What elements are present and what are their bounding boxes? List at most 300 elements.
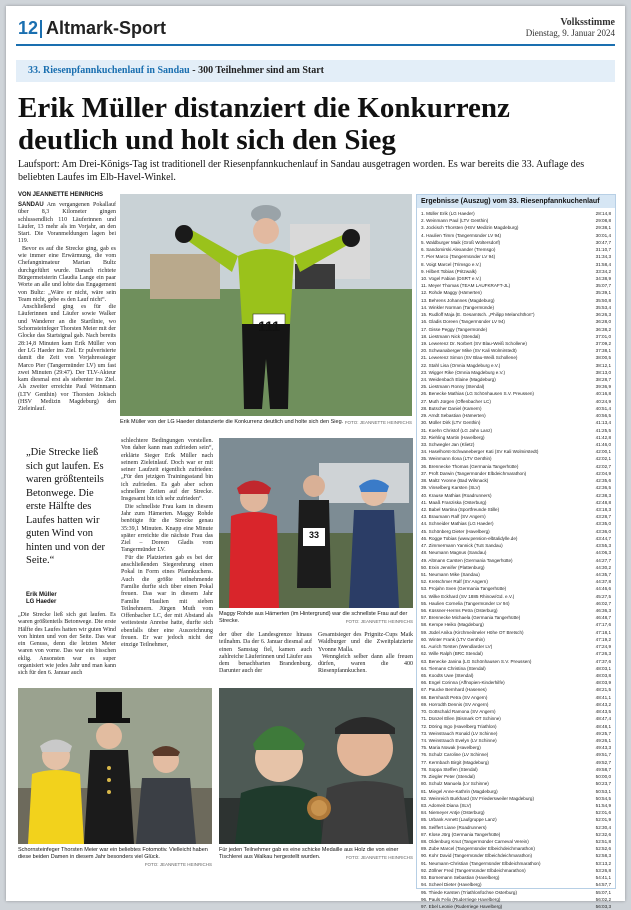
result-time: 43:36,0 bbox=[595, 528, 611, 534]
result-time: 33:34,2 bbox=[595, 268, 611, 274]
result-name: 93. Bornemann Sebastian (Havelberg) bbox=[421, 875, 500, 881]
result-time: 36:28,0 bbox=[595, 319, 611, 325]
result-time: 52:51,8 bbox=[595, 839, 611, 845]
result-row bbox=[421, 881, 611, 888]
publication-name: Volksstimme bbox=[560, 17, 615, 28]
result-row bbox=[421, 217, 611, 224]
result-name: 4. Haulien Timm (Tangermünder LV 94) bbox=[421, 232, 502, 238]
article-column-1-continued bbox=[18, 612, 116, 677]
result-name: 61. Aurich Torsten (Wendlarder LV) bbox=[421, 644, 493, 650]
result-time: 47:18,1 bbox=[595, 629, 611, 635]
result-name: 1. Müller Erik (LG Haeder) bbox=[421, 211, 475, 216]
result-row bbox=[421, 824, 611, 831]
result-name: 80. Schulz Manuela (LV Schinne) bbox=[421, 781, 489, 787]
result-row bbox=[421, 398, 611, 405]
result-name: 89. Zube Marcel (Tangermünder Elbeichdeichmarathon) bbox=[421, 846, 535, 852]
result-row bbox=[421, 297, 611, 304]
result-row bbox=[421, 412, 611, 419]
result-row bbox=[421, 427, 611, 434]
result-name: 38. Maltz Yvonne (Bad Wilsnack) bbox=[421, 478, 489, 484]
result-time: 31:34,3 bbox=[595, 254, 611, 260]
result-name: 24. Weidenbach Elaine (Magdeburg) bbox=[421, 377, 496, 383]
main-photo bbox=[120, 194, 412, 416]
result-time: 42:04,9 bbox=[595, 470, 611, 476]
result-time: 55:07,1 bbox=[595, 889, 611, 895]
result-name: 51. Neumann Mike (Sandau) bbox=[421, 571, 480, 577]
result-time: 44:30,2 bbox=[595, 564, 611, 570]
body-paragraph: Wenngleich selber dann alle freuen dürfen, waren die 400 Riesenpfannkuchen. bbox=[318, 653, 413, 675]
result-name: 39. Vinselberg Karsten (SLV) bbox=[421, 485, 481, 491]
third-photo bbox=[18, 688, 212, 844]
result-name: 7. Pier Marco (Tangermünder LV 94) bbox=[421, 254, 496, 260]
result-name: 64. Tiemann Christina (Stendal) bbox=[421, 665, 486, 671]
result-name: 92. Zöllner Fred (Tangermünder Elbdeichmarathon) bbox=[421, 867, 526, 873]
result-time: 56:02,2 bbox=[595, 896, 611, 902]
result-time: 48:41,1 bbox=[595, 694, 611, 700]
result-time: 28:14,8 bbox=[595, 211, 611, 216]
result-time: 49:43,3 bbox=[595, 745, 611, 751]
photo-credit: FOTO: JEANNETTE HEINRICHS bbox=[345, 855, 413, 860]
result-name: 17. Gisse Peggy (Tangermünde) bbox=[421, 326, 488, 332]
result-time: 43:44,7 bbox=[595, 535, 611, 541]
result-time: 46:48,7 bbox=[595, 615, 611, 621]
result-row bbox=[421, 766, 611, 773]
result-time: 48:43,2 bbox=[595, 701, 611, 707]
result-row bbox=[421, 268, 611, 275]
result-time: 38:00,5 bbox=[595, 355, 611, 361]
result-name: 19. Lewerenz Dr. Norbert (SV Blau-Weiß Schollene) bbox=[421, 340, 527, 346]
women-runners-illustration bbox=[219, 438, 413, 608]
second-photo-caption bbox=[219, 611, 413, 625]
result-name: 41. Maaß Franziska (Osterburg) bbox=[421, 499, 487, 505]
result-time: 48:43,5 bbox=[595, 709, 611, 715]
quote-author-name: Erik Müller bbox=[26, 592, 57, 598]
result-time: 52:01,6 bbox=[595, 810, 611, 816]
result-row bbox=[421, 715, 611, 722]
result-row bbox=[421, 441, 611, 448]
result-name: 30. Müller Dirk (LTV Genthin) bbox=[421, 420, 481, 426]
result-name: 57. Brennecke Michaela (Germania Tangerhütte) bbox=[421, 615, 521, 621]
result-time: 52:52,6 bbox=[595, 846, 611, 852]
result-name: 46. Rogge Tobias (www.pension-elbtalidylle.de) bbox=[421, 535, 518, 541]
result-row bbox=[421, 513, 611, 520]
bib-number: 111 bbox=[258, 318, 280, 334]
result-row bbox=[421, 629, 611, 636]
result-row bbox=[421, 318, 611, 325]
result-time: 44:35,7 bbox=[595, 571, 611, 577]
caption-text: Erik Müller von der LG Haeder distanzierte die Konkurrenz deutlich und holte sich den Sieg. bbox=[120, 419, 344, 425]
result-row bbox=[421, 506, 611, 513]
result-row bbox=[421, 737, 611, 744]
body-paragraph: schlechtere Bedingungen vorstellen. Von daher kann man zufrieden sein“, erklärte Sieger Erik Müller nach seinem Zieleinlauf. Doch war er mit seiner Laufzeit eigentlich zufrieden: „Für den jetzigen Trainingsstand bin ich zufrieden. Es gab aber schon schnellere Zeiten auf der Strecke. Insgesamt bin ich sehr zufrieden“. bbox=[121, 438, 213, 503]
result-row bbox=[421, 419, 611, 426]
result-name: 2. Weinmann Paul (LTV Genthin) bbox=[421, 218, 489, 224]
result-time: 40:56,5 bbox=[595, 413, 611, 419]
body-paragraph: Für die Platzierten gab es bei der anschließenden Siegerehrung einen Pokal in Form eines Pfannkuchens. Auch die größte teilnehmende Familie durfte sich über einen Pokal freuen. Das war in diesem Jahr Familie Haulien mit sieben Teilnehmern. Jürgen Muth vom Offenbacher LC, der mit Abstand als weitesteste Anreise hatte, durfte sich ebenfalls über eine Auszeichnung freuen. Er war jedoch nicht der einzige Teilnehmer, bbox=[121, 554, 213, 649]
lead-paragraph: Laufsport: Am Drei-Königs-Tag ist traditionell der Riesenpfannkuchenlauf in Sandau ausgetragen worden. Es war bereits die 33. Auflage des beliebten Laufes im Elb-Havel-Winkel. bbox=[18, 159, 585, 183]
article-column-3 bbox=[219, 632, 312, 680]
result-row bbox=[421, 289, 611, 296]
result-row bbox=[421, 463, 611, 470]
result-row bbox=[421, 405, 611, 412]
result-row bbox=[421, 311, 611, 318]
result-time: 42:02,7 bbox=[595, 463, 611, 469]
publication-info bbox=[526, 17, 615, 39]
result-name: 12. Rohde Maggy (Hämerten) bbox=[421, 290, 482, 296]
photo-credit: FOTO: JEANNETTE HEINRICHS bbox=[344, 420, 412, 425]
body-paragraph: „Die Strecke ließ sich gut laufen. Es waren größtenteils Betonwege. Die erste Hälfte des Laufes hatten wir guten Wind von hinten und von der Seite. Das war ein Genuss, denn die letzten Meter waren von vorne. Das war ein bisschen eklig. Ansonsten war es super organisiert wie jedes Jahr und man kann sich für den 6. Januar auch bbox=[18, 612, 116, 677]
result-name: 26. Benecke Mathias (LG Schönhausen S.V. Preussen) bbox=[421, 391, 534, 397]
result-row bbox=[421, 723, 611, 730]
result-row bbox=[421, 867, 611, 874]
result-row bbox=[421, 809, 611, 816]
result-time: 45:27,5 bbox=[595, 593, 611, 599]
result-time: 51:54,9 bbox=[595, 802, 611, 808]
result-time: 43:35,0 bbox=[595, 521, 611, 527]
result-row bbox=[421, 679, 611, 686]
result-time: 49:51,7 bbox=[595, 752, 611, 758]
result-time: 35:39,1 bbox=[595, 290, 611, 296]
result-name: 60. Winter Frank (LTV Genthin) bbox=[421, 636, 485, 642]
photo-credit: FOTO: JEANNETTE HEINRICHS bbox=[345, 619, 413, 624]
body-paragraph: der über die Landesgrenze hinaus teilnahm. Da der 6. Januar diesmal auf einen Samstag fiel, kamen auch zahlreiche Läuferinnen und Läufer aus dem benachbarten Brandenburg. Darunter auch der bbox=[219, 632, 312, 675]
fourth-photo bbox=[219, 688, 413, 844]
result-time: 41:25,5 bbox=[595, 427, 611, 433]
result-time: 49:26,1 bbox=[595, 737, 611, 743]
headline: Erik Müller distanziert die Konkurrenz deutlich und holt sich den Sieg bbox=[18, 92, 510, 156]
result-row bbox=[421, 304, 611, 311]
result-row bbox=[421, 831, 611, 838]
result-time: 37:38,1 bbox=[595, 348, 611, 354]
result-row bbox=[421, 621, 611, 628]
quote-author bbox=[26, 592, 57, 606]
kicker-topic: 33. Riesenpfannkuchenlauf in Sandau bbox=[28, 65, 190, 76]
main-photo-caption bbox=[120, 419, 412, 426]
result-name: 67. Paucke Bernhard (Hasenes) bbox=[421, 687, 487, 693]
result-row bbox=[421, 780, 611, 787]
result-time: 40:51,4 bbox=[595, 405, 611, 411]
result-name: 20. Schwanaberger Mike (SV Kali Wolmirstedt) bbox=[421, 348, 517, 354]
result-name: 6. Sandomirski Alexander (Tremsgo) bbox=[421, 247, 496, 253]
result-name: 82. Weinreich Burkhard (SV Friedersweiler Magdeburg) bbox=[421, 795, 535, 801]
result-time: 35:53,4 bbox=[595, 304, 611, 310]
result-name: 87. Klose Jörg (Germania Tangerhütte) bbox=[421, 831, 501, 837]
result-name: 90. Kohr David (Tangermünder Elbeichdeichmarathon) bbox=[421, 853, 533, 859]
result-time: 54:57,7 bbox=[595, 882, 611, 888]
result-row bbox=[421, 275, 611, 282]
result-row bbox=[421, 665, 611, 672]
kicker-subtitle: - 300 Teilnehmer sind am Start bbox=[189, 65, 325, 76]
result-time: 43:28,7 bbox=[595, 514, 611, 520]
result-time: 53:26,8 bbox=[595, 867, 611, 873]
result-time: 48:47,4 bbox=[595, 716, 611, 722]
result-row bbox=[421, 686, 611, 693]
result-row bbox=[421, 838, 611, 845]
result-name: 77. Kermbach Birgit (Magdeburg) bbox=[421, 759, 489, 765]
result-row bbox=[421, 434, 611, 441]
photo-credit: FOTO: JEANNETTE HEINRICHS bbox=[144, 862, 212, 867]
result-row bbox=[421, 773, 611, 780]
result-time: 49:58,7 bbox=[595, 766, 611, 772]
result-name: 95. Thiede Karsten (Triathlonfüchse Osterburg) bbox=[421, 889, 518, 895]
body-paragraph: Gesamtsieger des Prignitz-Cups Maik Waldburger und die Zweitplatzierte Yvonne Malla. bbox=[318, 632, 413, 653]
result-row bbox=[421, 636, 611, 643]
result-row bbox=[421, 246, 611, 253]
result-name: 34. Haselhorst-Schwaneberger Kati (SV Kali Wolmirstedt) bbox=[421, 449, 539, 455]
result-time: 53:13,2 bbox=[595, 860, 611, 866]
result-name: 58. Kempe Heiko (Magdeburg) bbox=[421, 622, 484, 628]
result-row bbox=[421, 499, 611, 506]
result-time: 39:36,9 bbox=[595, 384, 611, 390]
result-name: 16. Gladis Doreen (Tangermünder LV 94) bbox=[421, 319, 505, 325]
result-time: 42:02,1 bbox=[595, 456, 611, 462]
result-row bbox=[421, 845, 611, 852]
result-time: 49:25,7 bbox=[595, 730, 611, 736]
result-row bbox=[421, 261, 611, 268]
result-time: 49:52,7 bbox=[595, 759, 611, 765]
result-row bbox=[421, 347, 611, 354]
result-name: 81. Miegel Anne-Kathrin (Magdeburg) bbox=[421, 788, 498, 794]
result-time: 34:38,9 bbox=[595, 275, 611, 281]
result-row bbox=[421, 593, 611, 600]
medal-illustration bbox=[219, 688, 413, 844]
result-row bbox=[421, 492, 611, 499]
result-time: 42:36,5 bbox=[595, 485, 611, 491]
result-row bbox=[421, 232, 611, 239]
result-row bbox=[421, 376, 611, 383]
result-time: 52:01,9 bbox=[595, 817, 611, 823]
pull-quote: „Die Strecke ließ sich gut laufen. Es waren größtenteils Betonwege. Die erste Hälfte des Laufes hatten wir guten Wind von hinten und von der Seite.“ bbox=[26, 447, 106, 566]
result-name: 52. Kretschmer Ralf (SV Angern) bbox=[421, 579, 488, 585]
result-row bbox=[421, 852, 611, 859]
result-row bbox=[421, 326, 611, 333]
quote-author-club: LG Haeder bbox=[26, 599, 57, 605]
result-time: 47:17,6 bbox=[595, 622, 611, 628]
result-name: 83. Adomeit Diana (SLV) bbox=[421, 802, 472, 808]
result-row bbox=[421, 564, 611, 571]
result-row bbox=[421, 694, 611, 701]
result-row bbox=[421, 369, 611, 376]
result-name: 94. Scheel Dieter (Havelberg) bbox=[421, 882, 482, 888]
result-row bbox=[421, 528, 611, 535]
result-name: 97. Ebel Leonie (Ruderriege Havelberg) bbox=[421, 904, 503, 909]
result-row bbox=[421, 860, 611, 867]
result-name: 78. Soppa Steffen (Stendal) bbox=[421, 766, 478, 772]
result-name: 74. Weinstrauch Evelyn (LV Schinne) bbox=[421, 737, 497, 743]
result-name: 68. Bernhardt Petra (SV Angern) bbox=[421, 694, 488, 700]
result-time: 30:47,7 bbox=[595, 239, 611, 245]
result-time: 36:38,2 bbox=[595, 326, 611, 332]
fourth-photo-caption bbox=[219, 847, 413, 861]
result-name: 66. Engel Corinna (Affnopien-Kinderhilfe) bbox=[421, 680, 505, 686]
result-row bbox=[421, 333, 611, 340]
result-row bbox=[421, 253, 611, 260]
result-time: 47:26,3 bbox=[595, 651, 611, 657]
result-name: 27. Muth Jürgen (Offenbacher LC) bbox=[421, 398, 491, 404]
result-name: 65. Koodts Uwe (Stendal) bbox=[421, 673, 474, 678]
result-time: 44:06,3 bbox=[595, 550, 611, 556]
result-time: 42:00,1 bbox=[595, 449, 611, 455]
result-row bbox=[421, 470, 611, 477]
result-row bbox=[421, 744, 611, 751]
result-time: 48:03,8 bbox=[595, 673, 611, 678]
result-name: 76. Schulz Caroline (LV Schinne) bbox=[421, 752, 489, 758]
result-name: 10. Vogel Fabian (DSRT e.V.) bbox=[421, 275, 482, 281]
result-name: 37. Proft Darwin (Tangermünder Elbdeichmarathon) bbox=[421, 470, 527, 476]
result-time: 43:18,3 bbox=[595, 506, 611, 512]
result-time: 42:48,8 bbox=[595, 499, 611, 505]
result-time: 50:00,0 bbox=[595, 774, 611, 780]
result-time: 41:46,0 bbox=[595, 442, 611, 447]
result-time: 50:23,7 bbox=[595, 781, 611, 787]
result-name: 69. Horrodth Dennis (SV Angern) bbox=[421, 701, 489, 707]
result-time: 38:28,7 bbox=[595, 377, 611, 383]
result-time: 35:50,8 bbox=[595, 297, 611, 303]
result-name: 31. Koehn Christof (LG Jahn Lanz) bbox=[421, 427, 492, 433]
result-name: 48. Neumann Magnus (Sandau) bbox=[421, 550, 487, 556]
result-row bbox=[421, 282, 611, 289]
result-time: 44:27,7 bbox=[595, 557, 611, 563]
result-name: 49. Altmann Carsten (Germania Tangerhütte) bbox=[421, 557, 513, 563]
body-paragraph: Am vergangenen Pokallauf über 8,3 Kilometer gingen schlussendlich 110 Läuferinnen und Läufer, 13 mehr als im Vorjahr, an den Start. Die Voranmeldungen lagen bei 119. bbox=[18, 202, 116, 245]
result-row bbox=[421, 390, 611, 397]
result-row bbox=[421, 896, 611, 903]
result-name: 36. Brennecke Thomas (Germania Tangerhütte) bbox=[421, 463, 519, 469]
result-name: 55. Haulien Cornelia (Tangermünder LV 94) bbox=[421, 600, 510, 606]
result-name: 62. Wille Ralph (BRC Stendal) bbox=[421, 651, 483, 657]
result-row bbox=[421, 658, 611, 665]
result-name: 79. Ziegler Peter (Stendal) bbox=[421, 774, 475, 780]
result-row bbox=[421, 557, 611, 564]
third-photo-caption bbox=[18, 847, 212, 868]
result-row bbox=[421, 751, 611, 758]
article-column-1 bbox=[18, 202, 116, 436]
result-row bbox=[421, 874, 611, 881]
result-row bbox=[421, 210, 611, 217]
result-time: 44:37,8 bbox=[595, 579, 611, 585]
result-name: 59. Jüdel Anika (Kirchmeilmeler Höhe OT Bretsch) bbox=[421, 629, 524, 635]
result-name: 8. Voigt Marcel (Trimsgo e.V.) bbox=[421, 261, 482, 267]
result-time: 54:41,1 bbox=[595, 875, 611, 881]
result-row bbox=[421, 816, 611, 823]
result-row bbox=[421, 730, 611, 737]
result-name: 13. Behrens Johannes (Magdeburg) bbox=[421, 297, 495, 303]
result-time: 48:03,9 bbox=[595, 680, 611, 686]
result-row bbox=[421, 643, 611, 650]
result-name: 15. Rudloff Maja (E. Gesamtsch. „Philipp Melanchthon“) bbox=[421, 312, 535, 318]
chimney-sweep-illustration bbox=[18, 688, 212, 844]
result-name: 75. Maria Nowak (Havelberg) bbox=[421, 745, 481, 751]
result-name: 91. Neumann-Christian (Tangermünder Elbdeichmarathon) bbox=[421, 860, 541, 866]
result-name: 32. Riehling Martin (Havelberg) bbox=[421, 434, 485, 440]
result-time: 48:21,5 bbox=[595, 687, 611, 693]
result-time: 47:19,2 bbox=[595, 636, 611, 642]
caption-text: Schornsteinfeger Thorsten Meier war ein beliebtes Fotomotiv. Vielleicht haben diese beiden Damen in diesem Jahr besonders viel Glück. bbox=[18, 847, 208, 860]
author-byline: VON JEANNETTE HEINRICHS bbox=[18, 192, 104, 198]
result-row bbox=[421, 571, 611, 578]
result-name: 84. Niemeyer Antje (Osterburg) bbox=[421, 810, 485, 816]
dateline: SANDAU bbox=[18, 202, 44, 208]
result-row bbox=[421, 788, 611, 795]
result-time: 50:54,5 bbox=[595, 795, 611, 801]
result-name: 25. Liestmann Ronny (Stendal) bbox=[421, 384, 485, 390]
publication-date: Dienstag, 9. Januar 2024 bbox=[525, 28, 615, 38]
result-row bbox=[421, 802, 611, 809]
result-row bbox=[421, 759, 611, 766]
result-time: 47:24,9 bbox=[595, 644, 611, 650]
result-time: 36:26,3 bbox=[595, 312, 611, 318]
result-name: 29. Arndt Sebastian (Hämerten) bbox=[421, 413, 486, 419]
result-name: 9. Hilbert Tobias (Pritzwalk) bbox=[421, 268, 477, 274]
result-row bbox=[421, 578, 611, 585]
result-name: 44. Schneider Mathias (LG Haeder) bbox=[421, 521, 494, 527]
result-time: 40:16,8 bbox=[595, 391, 611, 397]
result-time: 35:07,7 bbox=[595, 283, 611, 289]
body-paragraph: Die schnellste Frau kam in diesem Jahr zum Hämerten. Maggy Rohde benötigte für die Strecke genau 35:39,1 Minuten. Knapp eine Minute später erreichte die nächste Frau das Ziel – Doreen Gladis vom Tangermünder LV. bbox=[121, 503, 213, 554]
bib-number: 33 bbox=[308, 530, 319, 540]
result-name: 28. Butscher Daniel (Kamern) bbox=[421, 405, 482, 411]
result-time: 56:03,3 bbox=[595, 904, 611, 909]
second-photo bbox=[219, 438, 413, 608]
result-name: 11. Meyer Thomas (TEAM LAUFKRAFT-JL) bbox=[421, 283, 511, 289]
result-time: 38:12,1 bbox=[595, 362, 611, 368]
result-time: 29:08,8 bbox=[595, 218, 611, 224]
result-name: 21. Lewerenz Simon (SV Blau-Weiß Schollene) bbox=[421, 355, 518, 361]
result-name: 85. Urbank Annett (Laufgruppe Lanz) bbox=[421, 817, 497, 823]
result-row bbox=[421, 650, 611, 657]
result-time: 47:37,6 bbox=[595, 658, 611, 664]
result-time: 52:30,4 bbox=[595, 824, 611, 830]
result-name: 71. Dünzel Ellen (Bismark OT Schinne) bbox=[421, 716, 501, 722]
result-row bbox=[421, 477, 611, 484]
result-name: 63. Benecke Janina (LG Schönhausen S.V. Preussen) bbox=[421, 658, 532, 664]
result-time: 48:48,1 bbox=[595, 723, 611, 729]
result-time: 41:42,8 bbox=[595, 434, 611, 440]
result-row bbox=[421, 708, 611, 715]
result-row bbox=[421, 354, 611, 361]
result-time: 37:09,2 bbox=[595, 340, 611, 346]
result-name: 54. Wilke Eckhard (SV 1885 Rhinow/Gd. e.V.) bbox=[421, 593, 515, 599]
page-number: 12 bbox=[18, 18, 39, 38]
header-rule bbox=[16, 44, 615, 46]
result-name: 35. Weinmann Ilona (LTV Genthin) bbox=[421, 456, 492, 462]
result-time: 46:36,3 bbox=[595, 608, 611, 614]
result-name: 22. Stahl Lisa (Omnia Magdeburg e.V.) bbox=[421, 362, 501, 368]
result-row bbox=[421, 795, 611, 802]
result-name: 40. Krause Mathias (Roadrunners) bbox=[421, 492, 492, 498]
result-time: 50:53,1 bbox=[595, 788, 611, 794]
result-row bbox=[421, 672, 611, 679]
result-name: 86. Seiffert Liane (Roadrunners) bbox=[421, 824, 487, 830]
result-time: 44:46,6 bbox=[595, 586, 611, 592]
result-time: 31:58,4 bbox=[595, 261, 611, 267]
result-row bbox=[421, 362, 611, 369]
section-title: Altmark-Sport bbox=[46, 18, 167, 38]
result-row bbox=[421, 340, 611, 347]
result-time: 40:24,9 bbox=[595, 398, 611, 404]
result-row bbox=[421, 542, 611, 549]
result-name: 96. Pauls Felix (Ruderriege Havelberg) bbox=[421, 896, 501, 902]
newspaper-page bbox=[6, 6, 625, 909]
caption-text: Für jeden Teilnehmer gab es eine schicke Medaille aus Holz die von einer Tischlerei aus Walkau hergestellt wurden. bbox=[219, 847, 399, 860]
result-time: 38:13,0 bbox=[595, 369, 611, 375]
result-time: 41:13,4 bbox=[595, 420, 611, 426]
result-row bbox=[421, 520, 611, 527]
result-name: 5. Waldburger Maik (Groß Woltersdorf) bbox=[421, 239, 501, 245]
result-name: 73. Weinstrauch Ronald (LV Schinne) bbox=[421, 730, 498, 736]
result-row bbox=[421, 549, 611, 556]
result-name: 88. Oldenburg Knut (Tangermünder Carneval Verein) bbox=[421, 839, 529, 845]
